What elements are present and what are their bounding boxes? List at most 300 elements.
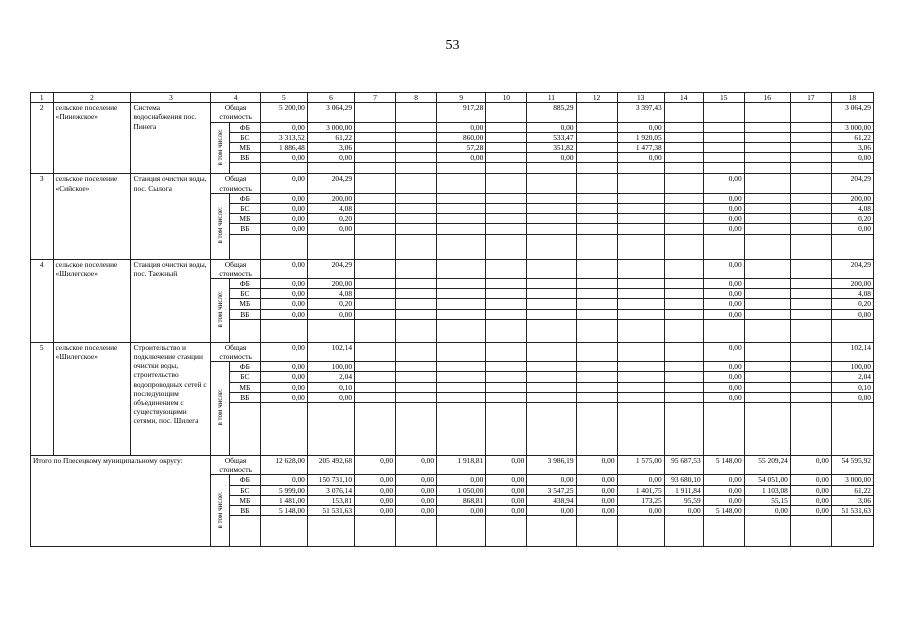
funding-value: 3 547,25 [527,485,576,495]
funding-value: 0,00 [396,495,437,505]
funding-value: 0,00 [703,299,744,309]
funding-value: 0,00 [703,204,744,214]
funding-value [576,289,617,299]
total-cost-value: 204,29 [307,174,354,193]
funding-value: 0,00 [260,122,307,132]
total-cost-value: 205 492,68 [307,456,354,475]
blank-cell [437,163,486,174]
section-total-row [31,103,874,122]
blank-cell [260,516,307,547]
funding-value: 1 050,00 [437,485,486,495]
funding-value: 5 999,00 [260,485,307,495]
funding-value [744,372,790,382]
total-cost-value [396,174,437,193]
funding-value [576,143,617,153]
total-cost-value: 102,14 [831,342,873,361]
blank-cell [396,234,437,259]
funding-value: 1 401,75 [617,485,664,495]
funding-value [396,382,437,392]
funding-value: 2,04 [831,372,873,382]
funding-value [744,309,790,319]
funding-value [703,132,744,142]
funding-value [486,132,527,142]
funding-value: 54 051,00 [744,475,790,485]
funding-value [355,214,396,224]
funding-value: 51 531,63 [831,506,873,516]
funding-value [527,279,576,289]
column-number: 13 [617,93,664,103]
including-label [211,475,229,547]
funding-value: 0,10 [831,382,873,392]
section-total-row [31,174,874,193]
funding-value: 0,00 [437,506,486,516]
funding-value [744,289,790,299]
column-number: 8 [396,93,437,103]
settlement-name: сельское поселение «Сийское» [53,174,131,259]
total-cost-value: 0,00 [703,259,744,278]
total-cost-label: Общая стоимость [211,103,260,122]
blank-cell [664,403,703,456]
funding-value: 0,00 [703,362,744,372]
funding-value: 61,22 [831,132,873,142]
total-cost-value: 0,00 [486,456,527,475]
blank-cell [617,516,664,547]
blank-cell [396,516,437,547]
funding-value: 0,00 [260,372,307,382]
total-cost-value [790,259,831,278]
blank-cell [307,319,354,342]
blank-cell [355,403,396,456]
funding-value: 0,00 [703,224,744,234]
including-label [211,193,229,259]
funding-value [790,214,831,224]
total-cost-value: 95 687,53 [664,456,703,475]
including-text: в том числе: [215,206,224,244]
funding-value [744,382,790,392]
funding-value: 200,00 [831,193,873,203]
funding-value: 351,82 [527,143,576,153]
funding-value: 0,00 [664,506,703,516]
funding-value [744,214,790,224]
funding-value: 438,94 [527,495,576,505]
funding-value: 0,20 [831,299,873,309]
funding-value [486,362,527,372]
total-cost-value: 102,14 [307,342,354,361]
funding-value [527,193,576,203]
funding-value [396,193,437,203]
funding-value [437,214,486,224]
funding-value [486,279,527,289]
total-cost-value: 917,28 [437,103,486,122]
funding-value [355,143,396,153]
funding-value: 93 680,10 [664,475,703,485]
funding-value: 0,00 [486,475,527,485]
including-text: в том числе: [215,491,224,529]
funding-value [437,382,486,392]
funding-source-label: ВБ [229,153,260,163]
funding-value: 0,00 [437,153,486,163]
funding-value [790,299,831,309]
blank-cell [790,319,831,342]
total-cost-value [664,342,703,361]
funding-value [617,279,664,289]
total-cost-value: 0,00 [703,174,744,193]
funding-value: 0,00 [703,382,744,392]
funding-value: 200,00 [831,279,873,289]
blank-cell [576,234,617,259]
funding-value [355,132,396,142]
funding-value [576,299,617,309]
blank-cell [703,163,744,174]
funding-value [744,362,790,372]
blank-cell [831,516,873,547]
total-cost-value [355,174,396,193]
funding-value [664,289,703,299]
total-cost-value [703,103,744,122]
funding-value: 0,00 [790,506,831,516]
funding-value: 3,06 [831,143,873,153]
total-cost-value [396,342,437,361]
funding-value [396,143,437,153]
funding-value: 0,00 [260,204,307,214]
funding-value [396,362,437,372]
blank-cell [396,163,437,174]
funding-value: 4,08 [307,289,354,299]
funding-value [486,372,527,382]
funding-value: 0,00 [831,153,873,163]
total-cost-value [355,342,396,361]
total-cost-value [576,174,617,193]
funding-value [790,132,831,142]
funding-value: 0,00 [527,122,576,132]
column-number: 18 [831,93,873,103]
funding-value: 1 103,08 [744,485,790,495]
blank-cell [744,516,790,547]
blank-cell [617,163,664,174]
blank-cell [831,319,873,342]
page-number: 53 [445,38,460,53]
funding-value [355,224,396,234]
funding-value: 0,00 [260,299,307,309]
including-label [211,122,229,174]
funding-source-label: ФБ [229,362,260,372]
funding-value: 0,00 [617,122,664,132]
funding-value [437,372,486,382]
funding-value [790,143,831,153]
funding-value: 3 076,14 [307,485,354,495]
funding-value: 1 886,48 [260,143,307,153]
funding-value: 0,00 [576,475,617,485]
blank-cell [664,234,703,259]
funding-source-label: БС [229,132,260,142]
funding-value: 0,00 [260,382,307,392]
total-cost-value [437,342,486,361]
blank-cell [437,234,486,259]
funding-value [664,372,703,382]
column-number: 3 [131,93,211,103]
funding-value [437,224,486,234]
funding-value [664,214,703,224]
funding-value [617,193,664,203]
blank-cell [229,403,260,456]
blank-cell [576,319,617,342]
column-number: 10 [486,93,527,103]
funding-value [617,299,664,309]
funding-value: 0,00 [831,392,873,402]
funding-value: 1 477,38 [617,143,664,153]
funding-value [486,309,527,319]
funding-value: 0,00 [260,289,307,299]
funding-value [576,214,617,224]
blank-cell [703,403,744,456]
total-cost-value [790,342,831,361]
funding-value [664,122,703,132]
funding-value [703,122,744,132]
funding-value [437,289,486,299]
blank-cell [744,234,790,259]
funding-value: 3 000,00 [831,475,873,485]
total-cost-value: 0,00 [396,456,437,475]
funding-value [437,392,486,402]
funding-value [355,362,396,372]
funding-value: 0,00 [831,309,873,319]
total-cost-value [355,259,396,278]
funding-value: 0,00 [790,475,831,485]
funding-value: 0,00 [355,506,396,516]
blank-cell [703,234,744,259]
funding-value [664,132,703,142]
total-cost-value: 0,00 [260,174,307,193]
funding-value [527,382,576,392]
funding-value: 0,00 [260,214,307,224]
funding-value [486,153,527,163]
funding-value: 4,08 [831,289,873,299]
funding-value [744,122,790,132]
funding-value: 150 731,10 [307,475,354,485]
funding-value [617,289,664,299]
column-number: 9 [437,93,486,103]
total-cost-value: 5 148,00 [703,456,744,475]
total-cost-value: 54 595,92 [831,456,873,475]
funding-value [664,153,703,163]
funding-value [576,362,617,372]
funding-value: 0,00 [355,485,396,495]
total-cost-value [486,103,527,122]
funding-value [437,299,486,309]
funding-value [355,372,396,382]
funding-source-label: МБ [229,143,260,153]
funding-value: 1 481,00 [260,495,307,505]
funding-value [744,143,790,153]
blank-cell [790,163,831,174]
total-cost-value: 0,00 [790,456,831,475]
funding-value: 0,00 [437,122,486,132]
funding-value [576,122,617,132]
blank-cell [307,163,354,174]
funding-value [486,382,527,392]
funding-value: 0,00 [260,193,307,203]
funding-value: 0,00 [790,485,831,495]
funding-source-label: ВБ [229,392,260,402]
funding-value: 3,06 [307,143,354,153]
blank-cell [790,234,831,259]
funding-value: 0,00 [260,224,307,234]
funding-source-label: ФБ [229,279,260,289]
row-number: 4 [31,259,54,342]
funding-value: 0,00 [307,224,354,234]
blank-cell [664,163,703,174]
funding-value: 0,00 [703,289,744,299]
blank-cell [744,319,790,342]
funding-source-label: МБ [229,299,260,309]
funding-value: 0,00 [576,485,617,495]
total-cost-value [617,342,664,361]
funding-value [355,382,396,392]
total-cost-value [790,174,831,193]
funding-value [576,382,617,392]
funding-value [527,289,576,299]
funding-value [486,193,527,203]
total-cost-value: 0,00 [576,456,617,475]
funding-value: 0,00 [576,506,617,516]
funding-value [355,122,396,132]
funding-value [486,143,527,153]
section-total-row [31,342,874,361]
funding-value [664,193,703,203]
funding-value [486,214,527,224]
blank-cell [576,163,617,174]
funding-value [527,204,576,214]
funding-value: 100,00 [831,362,873,372]
funding-value: 0,00 [486,506,527,516]
funding-value [396,132,437,142]
funding-value: 0,10 [307,382,354,392]
funding-value [664,362,703,372]
blank-cell [355,163,396,174]
funding-value [576,309,617,319]
funding-value [790,382,831,392]
total-cost-value: 204,29 [831,174,873,193]
funding-value [396,122,437,132]
funding-value [355,204,396,214]
funding-value [576,132,617,142]
total-cost-value [437,174,486,193]
funding-source-label: ВБ [229,506,260,516]
funding-value [437,362,486,372]
funding-value: 200,00 [307,279,354,289]
funding-value: 0,00 [396,475,437,485]
funding-value [790,309,831,319]
blank-cell [703,516,744,547]
funding-value [790,392,831,402]
funding-value: 3,06 [831,495,873,505]
funding-value: 3 000,00 [831,122,873,132]
funding-value: 0,00 [307,153,354,163]
blank-cell [260,403,307,456]
blank-cell [229,319,260,342]
blank-cell [260,319,307,342]
funding-value [617,214,664,224]
funding-value [355,299,396,309]
blank-cell [831,234,873,259]
funding-value [664,299,703,309]
funding-value [617,309,664,319]
row-number: 3 [31,174,54,259]
funding-source-label: ФБ [229,475,260,485]
funding-value [664,309,703,319]
blank-cell [486,403,527,456]
including-text: в том числе: [215,291,224,328]
funding-value [576,224,617,234]
funding-source-label: ВБ [229,309,260,319]
blank-cell [307,234,354,259]
blank-cell [486,163,527,174]
funding-value [617,362,664,372]
funding-value [744,279,790,289]
blank-cell [396,319,437,342]
funding-value [576,279,617,289]
blank-cell [617,234,664,259]
funding-value [527,372,576,382]
funding-value [355,309,396,319]
total-cost-label: Общая стоимость [211,174,260,193]
funding-value [576,392,617,402]
funding-value: 0,00 [617,153,664,163]
funding-value: 0,00 [355,475,396,485]
total-cost-value [396,103,437,122]
funding-value [617,382,664,392]
blank-cell [664,319,703,342]
blank-cell [307,516,354,547]
funding-value [790,362,831,372]
column-number: 1 [31,93,54,103]
funding-value: 0,00 [260,392,307,402]
funding-source-label: БС [229,289,260,299]
blank-cell [617,403,664,456]
funding-source-label: МБ [229,214,260,224]
blank-cell [703,319,744,342]
funding-value [790,289,831,299]
funding-value [744,153,790,163]
column-number: 7 [355,93,396,103]
column-number: 5 [260,93,307,103]
funding-value [486,224,527,234]
funding-value: 0,00 [703,214,744,224]
total-cost-value: 204,29 [831,259,873,278]
funding-value: 100,00 [307,362,354,372]
funding-value: 4,08 [831,204,873,214]
funding-value [486,299,527,309]
funding-value [790,204,831,214]
funding-value: 0,00 [527,475,576,485]
funding-value: 0,00 [307,392,354,402]
funding-value: 4,08 [307,204,354,214]
funding-value: 0,00 [527,506,576,516]
total-cost-value [617,174,664,193]
funding-value: 0,00 [355,495,396,505]
total-cost-value: 1 575,00 [617,456,664,475]
funding-value [355,279,396,289]
funding-value [396,279,437,289]
funding-source-label: БС [229,372,260,382]
funding-value: 0,00 [576,495,617,505]
funding-value: 1 920,05 [617,132,664,142]
funding-value [576,372,617,382]
total-cost-value: 204,29 [307,259,354,278]
funding-value [527,214,576,224]
funding-value: 1 911,84 [664,485,703,495]
total-cost-value [744,342,790,361]
